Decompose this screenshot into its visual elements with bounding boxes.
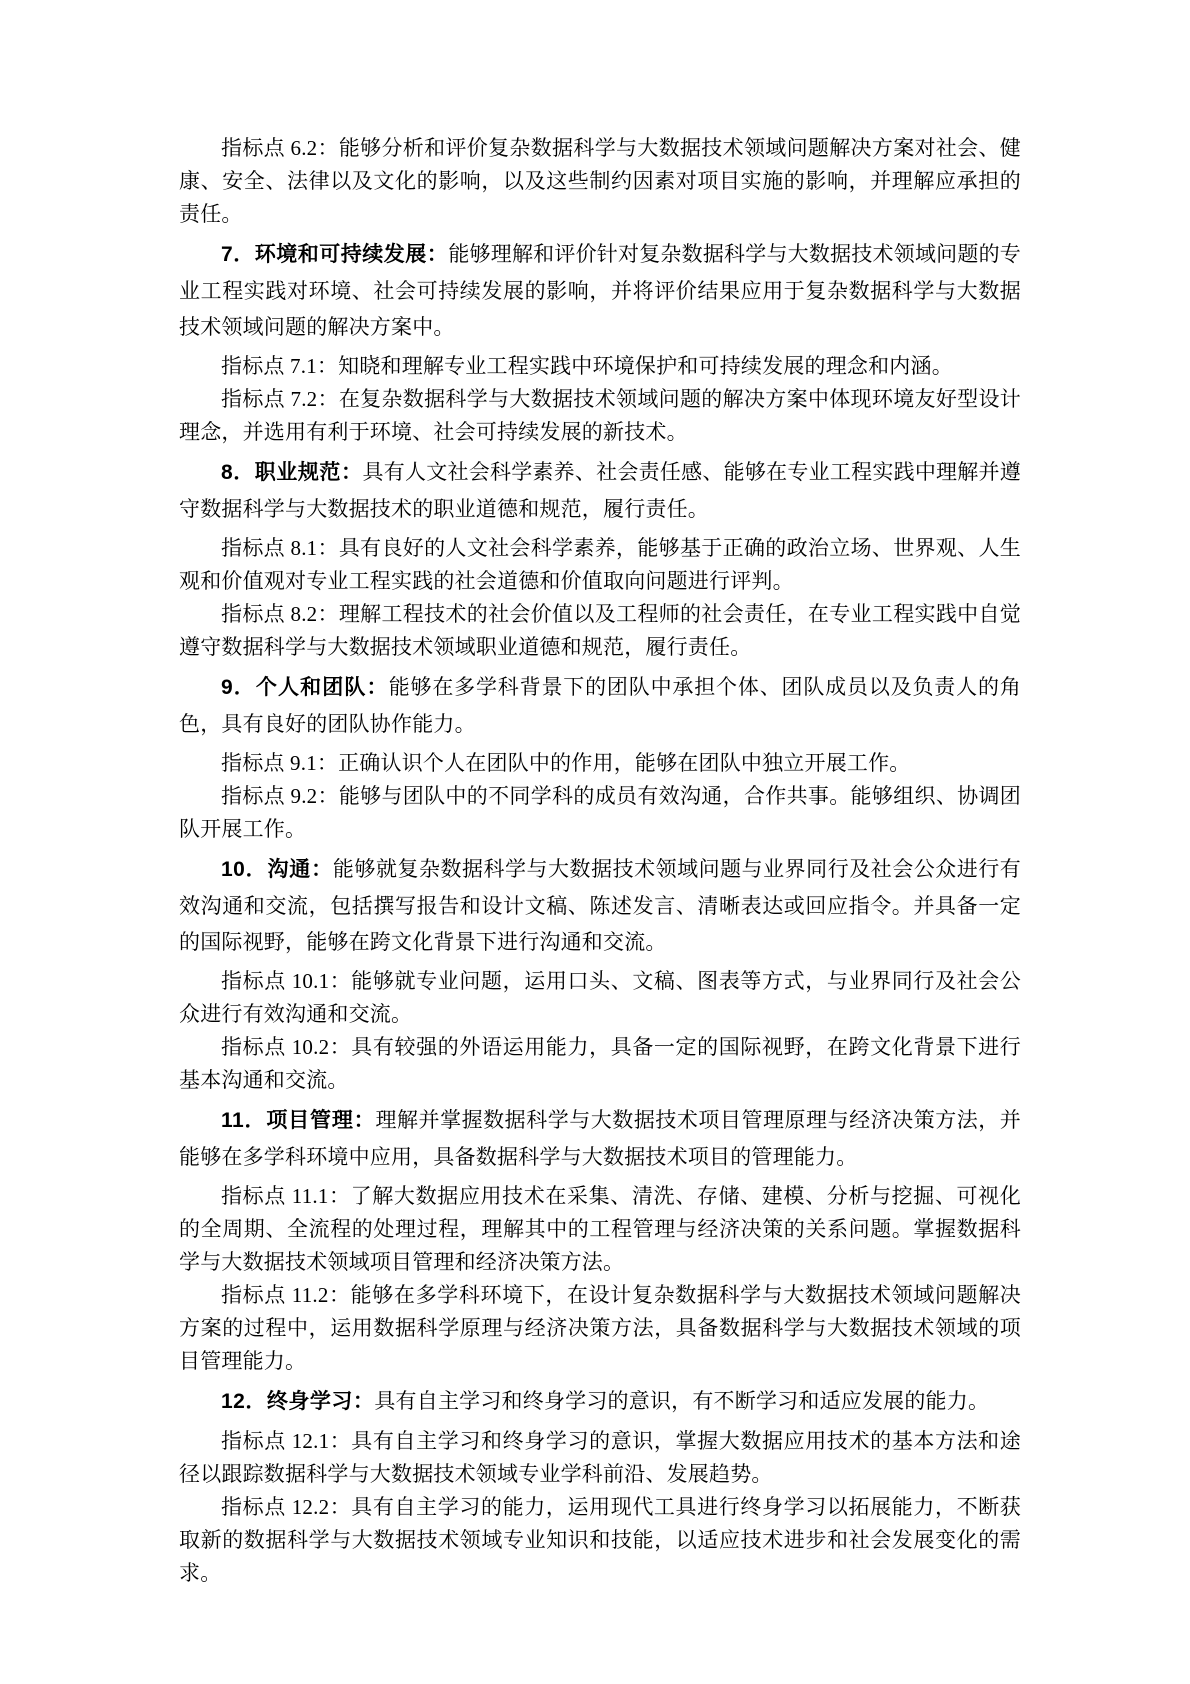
indicator-paragraph: [179, 1279, 1021, 1378]
paragraph-text: 指标点 9.2：能够与团队中的不同学科的成员有效沟通，合作共事。能够组织、协调团队开展工作。: [179, 784, 1021, 841]
paragraph-text: 指标点 6.2：能够分析和评价复杂数据科学与大数据技术领域问题解决方案对社会、健康、安全、法律以及文化的影响，以及这些制约因素对项目实施的影响，并理解应承担的责任。: [179, 136, 1021, 226]
indicator-paragraph: [179, 747, 1021, 780]
paragraph-text: 指标点 8.1：具有良好的人文社会科学素养，能够基于正确的政治立场、世界观、人生观和价值观对专业工程实践的社会道德和价值取向问题进行评判。: [179, 536, 1021, 593]
paragraph-text: 指标点 12.1：具有自主学习和终身学习的意识，掌握大数据应用技术的基本方法和途径以跟踪数据科学与大数据技术领域专业学科前沿、发展趋势。: [179, 1429, 1021, 1486]
paragraph-lead: 8．职业规范：: [221, 461, 363, 484]
paragraph-text: 指标点 9.1：正确认识个人在团队中的作用，能够在团队中独立开展工作。: [221, 751, 911, 775]
paragraph-text: 指标点 8.2：理解工程技术的社会价值以及工程师的社会责任，在专业工程实践中自觉遵守数据科学与大数据技术领域职业道德和规范，履行责任。: [179, 602, 1021, 659]
paragraph-text: 指标点 11.2：能够在多学科环境下，在设计复杂数据科学与大数据技术领域问题解决方案的过程中，运用数据科学原理与经济决策方法，具备数据科学与大数据技术领域的项目管理能力。: [179, 1283, 1021, 1373]
section-heading-paragraph: [179, 1383, 1021, 1420]
paragraph-text: 指标点 11.1：了解大数据应用技术在采集、清洗、存储、建模、分析与挖掘、可视化的全周期、全流程的处理过程，理解其中的工程管理与经济决策的关系问题。掌握数据科学与大数据技术领域项目管理和经济决策方法。: [179, 1184, 1021, 1274]
document-content: [179, 132, 1021, 1590]
section-heading-paragraph: [179, 851, 1021, 960]
indicator-paragraph: [179, 1491, 1021, 1590]
indicator-paragraph: [179, 1425, 1021, 1491]
paragraph-lead: 10．沟通：: [221, 858, 333, 881]
paragraph-lead: 12．终身学习：: [221, 1390, 375, 1413]
paragraph-text: 指标点 7.2：在复杂数据科学与大数据技术领域问题的解决方案中体现环境友好型设计理念，并选用有利于环境、社会可持续发展的新技术。: [179, 387, 1021, 444]
indicator-paragraph: [179, 780, 1021, 846]
paragraph-text: 指标点 7.1：知晓和理解专业工程实践中环境保护和可持续发展的理念和内涵。: [221, 354, 953, 378]
paragraph-text: 能够就复杂数据科学与大数据技术领域问题与业界同行及社会公众进行有效沟通和交流，包括撰写报告和设计文稿、陈述发言、清晰表达或回应指令。并具备一定的国际视野，能够在跨文化背景下进行沟通和交流。: [179, 857, 1021, 954]
section-heading-paragraph: [179, 669, 1021, 742]
indicator-paragraph: [179, 383, 1021, 449]
paragraph-text: 能够理解和评价针对复杂数据科学与大数据技术领域问题的专业工程实践对环境、社会可持续发展的影响，并将评价结果应用于复杂数据科学与大数据技术领域问题的解决方案中。: [179, 242, 1021, 339]
paragraph-text: 指标点 10.1：能够就专业问题，运用口头、文稿、图表等方式，与业界同行及社会公众进行有效沟通和交流。: [179, 969, 1021, 1026]
indicator-paragraph: [179, 350, 1021, 383]
paragraph-text: 指标点 10.2：具有较强的外语运用能力，具备一定的国际视野，在跨文化背景下进行基本沟通和交流。: [179, 1035, 1021, 1092]
indicator-paragraph: [179, 965, 1021, 1031]
paragraph-lead: 9．个人和团队：: [221, 676, 389, 699]
paragraph-text: 具有人文社会科学素养、社会责任感、能够在专业工程实践中理解并遵守数据科学与大数据技术的职业道德和规范，履行责任。: [179, 460, 1021, 521]
paragraph-lead: 11．项目管理：: [221, 1109, 376, 1132]
paragraph-text: 具有自主学习和终身学习的意识，有不断学习和适应发展的能力。: [374, 1389, 990, 1413]
section-heading-paragraph: [179, 236, 1021, 345]
paragraph-text: 理解并掌握数据科学与大数据技术项目管理原理与经济决策方法，并能够在多学科环境中应用，具备数据科学与大数据技术项目的管理能力。: [179, 1108, 1022, 1169]
indicator-paragraph: [179, 532, 1021, 598]
paragraph-lead: 7．环境和可持续发展：: [221, 243, 449, 266]
indicator-paragraph: [179, 1031, 1021, 1097]
paragraph-text: 能够在多学科背景下的团队中承担个体、团队成员以及负责人的角色，具有良好的团队协作能力。: [179, 675, 1021, 736]
paragraph-text: 指标点 12.2：具有自主学习的能力，运用现代工具进行终身学习以拓展能力，不断获取新的数据科学与大数据技术领域专业知识和技能，以适应技术进步和社会发展变化的需求。: [179, 1495, 1021, 1585]
section-heading-paragraph: [179, 454, 1021, 527]
section-heading-paragraph: [179, 1102, 1021, 1175]
indicator-paragraph: [179, 132, 1021, 231]
indicator-paragraph: [179, 598, 1021, 664]
indicator-paragraph: [179, 1180, 1021, 1279]
